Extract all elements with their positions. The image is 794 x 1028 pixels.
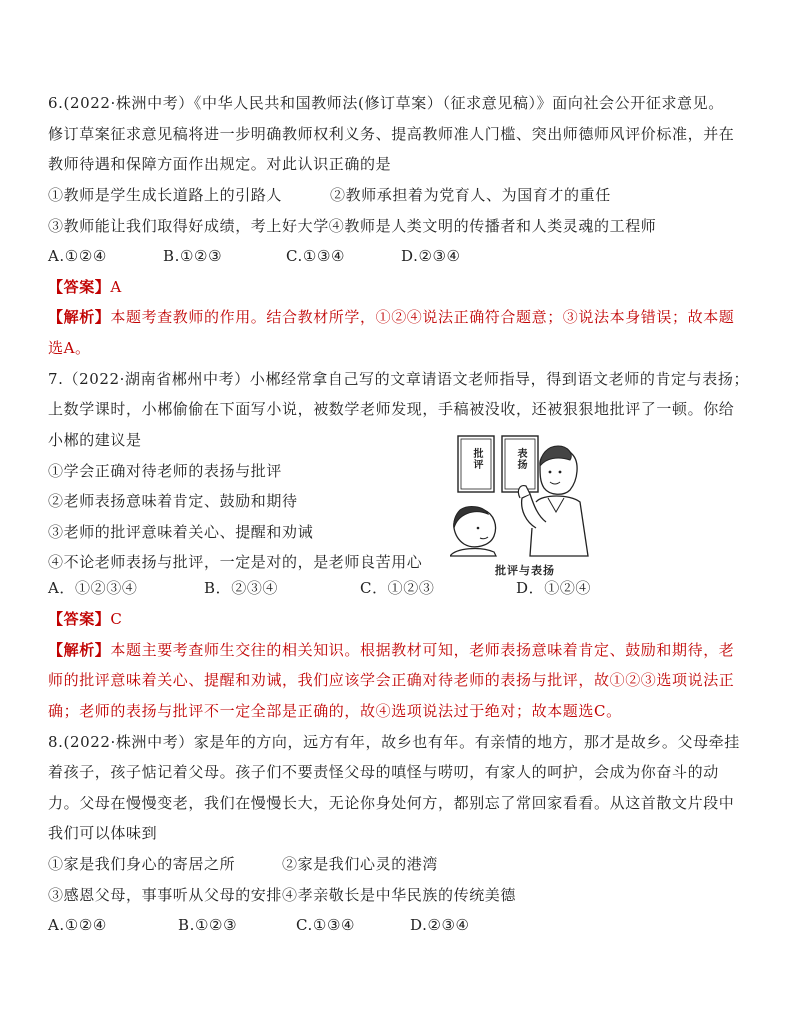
- q7-item-4: ④不论老师表扬与批评，一定是对的，是老师良苦用心: [48, 553, 423, 571]
- q7-stem-line-2: 上数学课时，小郴偷偷在下面写小说，被数学老师发现，手稿被没收，还被狠狠地批评了一顿。你给: [48, 400, 735, 418]
- q7-analysis-line-2: 师的批评意味着关心、提醒和劝诫，我们应该学会正确对待老师的表扬与批评，故①②③选项说法正: [48, 671, 735, 689]
- q6-item-2: ②教师承担着为党育人、为国育才的重任: [330, 186, 611, 204]
- q8-stem-line-4: 我们可以体味到: [48, 824, 158, 842]
- q7-analysis-line-3: 确；老师的表扬与批评不一定全部是正确的，故④选项说法过于绝对；故本题选C。: [48, 702, 622, 720]
- q8-option-c: C.①③④: [296, 916, 356, 934]
- q7-stem-line-3: 小郴的建议是: [48, 431, 142, 449]
- q6-analysis-text-1: 本题考查教师的作用。结合教材所学，①②④说法正确符合题意；③说法本身错误；故本题: [110, 308, 735, 326]
- q8-stem-line-1: 8.(2022·株洲中考）家是年的方向，远方有年，故乡也有年。有亲情的地方，那才是故乡。父母牵挂: [48, 733, 740, 751]
- q7-answer-tag: 【答案】: [48, 610, 111, 628]
- q8-item-2: ②家是我们心灵的港湾: [282, 855, 439, 873]
- q8-stem-line-3: 力。父母在慢慢变老，我们在慢慢长大，无论你身处何方，都别忘了常回家看看。从这首散文片段中: [48, 794, 735, 812]
- q6-analysis-tag: 【解析】: [48, 308, 111, 326]
- q7-option-a: A．①②③④: [48, 579, 138, 597]
- q6-option-c: C.①③④: [286, 247, 346, 265]
- q7-answer: [48, 609, 754, 629]
- q6-option-a: A.①②④: [48, 247, 107, 265]
- illustration-caption: 批评与表扬: [495, 564, 555, 577]
- q7-option-b: B．②③④: [204, 579, 279, 597]
- q7-stem-line-1: 7.（2022·湖南省郴州中考）小郴经常拿自己写的文章请语文老师指导，得到语文老师的肯定与表扬；: [48, 370, 750, 388]
- q8-items-row-2: ③感恩父母，事事听从父母的安排④孝亲敬长是中华民族的传统美德: [48, 886, 517, 904]
- praise-board-label: 表扬: [515, 448, 526, 470]
- q6-stem-line-3: 教师待遇和保障方面作出规定。对此认识正确的是: [48, 155, 392, 173]
- q6-option-d: D.②③④: [401, 247, 461, 265]
- q8-item-1: ①家是我们身心的寄居之所: [48, 855, 236, 873]
- q7-item-1: ①学会正确对待老师的表扬与批评: [48, 462, 283, 480]
- q6-answer-value: A: [110, 278, 122, 296]
- q7-item-3: ③老师的批评意味着关心、提醒和劝诫: [48, 523, 314, 541]
- q6-answer: [48, 277, 754, 297]
- q6-option-b: B.①②③: [163, 247, 223, 265]
- q6-analysis-line-2: 选A。: [48, 339, 91, 357]
- q7-analysis-text-1: 本题主要考查师生交往的相关知识。根据教材可知，老师表扬意味着肯定、鼓励和期待，老: [110, 641, 735, 659]
- student-body: [450, 549, 496, 556]
- q6-stem-line-1: 6.(2022·株洲中考）《中华人民共和国教师法(修订草案）（征求意见稿）》面向社会公开征求意见。: [48, 94, 724, 112]
- q8-option-a: A.①②④: [48, 916, 107, 934]
- q7-item-2: ②老师表扬意味着肯定、鼓励和期待: [48, 492, 298, 510]
- criticism-and-praise-illustration: [450, 432, 600, 578]
- q8-option-d: D.②③④: [410, 916, 470, 934]
- q8-stem-line-2: 着孩子，孩子惦记着父母。孩子们不要责怪父母的嗔怪与唠叨，有家人的呵护，会成为你奋斗的动: [48, 763, 719, 781]
- q8-option-b: B.①②③: [178, 916, 238, 934]
- q6-answer-tag: 【答案】: [48, 278, 111, 296]
- criticism-board-label: 批评: [471, 448, 482, 470]
- q6-items-row-2: ③教师能让我们取得好成绩，考上好大学④教师是人类文明的传播者和人类灵魂的工程师: [48, 217, 657, 235]
- q7-analysis-tag: 【解析】: [48, 641, 111, 659]
- q6-stem-line-2: 修订草案征求意见稿将进一步明确教师权利义务、提高教师准人门槛、突出师德师风评价标准，并在: [48, 125, 735, 143]
- q7-answer-value: C: [110, 610, 123, 628]
- q7-option-d: D．①②④: [516, 579, 592, 597]
- q7-analysis-line-1: [48, 640, 754, 660]
- q7-option-c: C．①②③: [360, 579, 435, 597]
- q6-item-1: ①教师是学生成长道路上的引路人: [48, 186, 283, 204]
- q6-analysis-line-1: [48, 307, 754, 327]
